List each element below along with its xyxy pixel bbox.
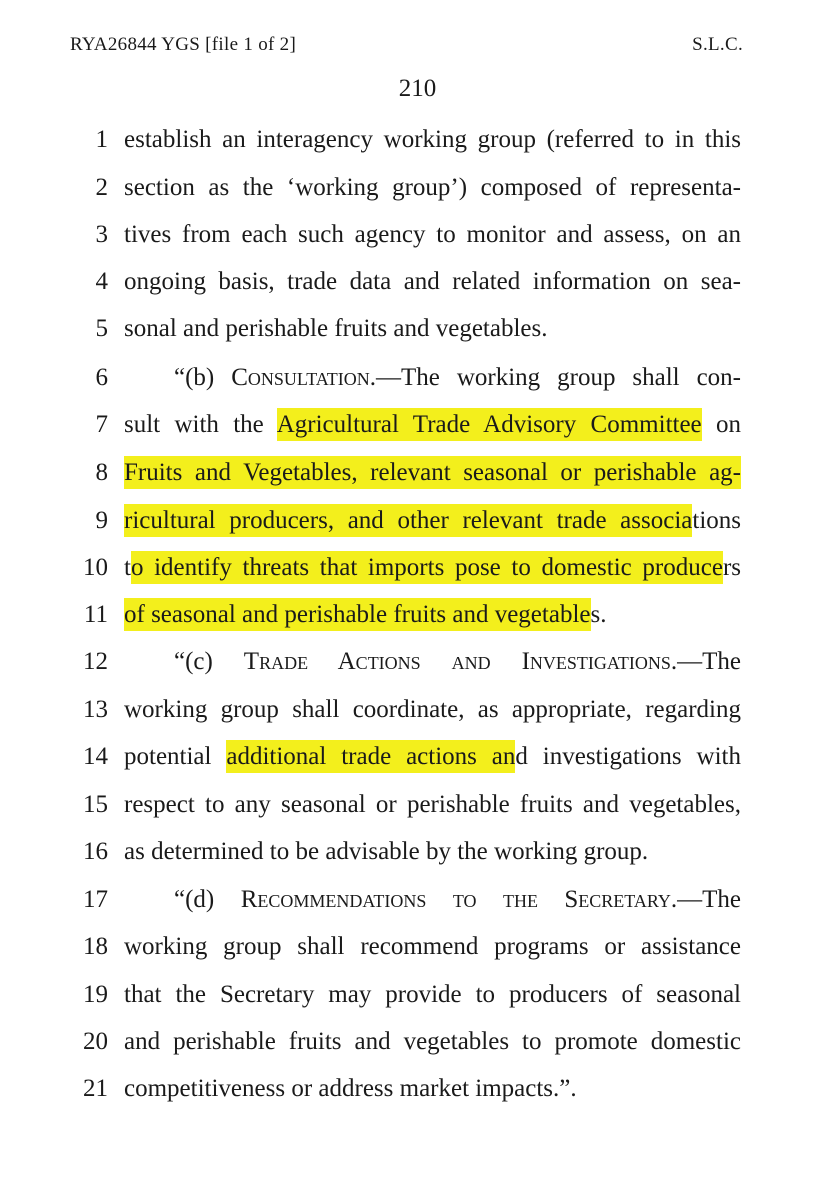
- subsection-heading: Recommendations to the Secretary: [240, 886, 671, 913]
- document-line: [0, 978, 835, 1012]
- highlighted-text: Agricultural Trade Advisory Committee: [277, 408, 702, 441]
- line-text: “(d) Recommendations to the Secretary.—The: [174, 886, 741, 913]
- document-line: [0, 504, 835, 538]
- line-number: 17: [83, 886, 108, 913]
- line-text: establish an interagency working group (referred to in this: [124, 126, 741, 153]
- document-line: [0, 123, 835, 157]
- page-number: 210: [398, 75, 437, 102]
- line-number: 18: [83, 933, 108, 960]
- line-text: potential additional trade actions and investigations with: [124, 740, 741, 774]
- line-number: 10: [83, 554, 108, 581]
- document-line: [0, 1072, 835, 1106]
- line-number: 19: [83, 981, 108, 1008]
- line-text: section as the ‘working group’) composed of representa-: [124, 174, 741, 201]
- document-line: [0, 361, 835, 395]
- document-line: [0, 598, 835, 632]
- highlighted-text: additional trade actions an: [226, 740, 515, 773]
- subsection-heading: Consultation: [231, 364, 370, 391]
- document-line: [0, 312, 835, 346]
- line-number: 20: [83, 1028, 108, 1055]
- line-number: 13: [83, 696, 108, 723]
- line-text: competitiveness or address market impacts.”.: [124, 1075, 577, 1102]
- document-line: [0, 408, 835, 442]
- subsection-heading: Trade Actions and Investigations: [243, 648, 671, 675]
- line-text: working group shall coordinate, as appropriate, regarding: [124, 696, 741, 723]
- line-text: sonal and perishable fruits and vegetables.: [124, 315, 548, 342]
- document-line: [0, 645, 835, 679]
- document-line: [0, 693, 835, 727]
- line-text: to identify threats that imports pose to domestic producers: [124, 551, 741, 585]
- line-text: [124, 456, 741, 490]
- highlighted-text: ricultural producers, and other relevant trade associa: [124, 504, 692, 537]
- line-text: ricultural producers, and other relevant trade associations: [124, 504, 741, 538]
- line-number: 1: [95, 126, 108, 153]
- document-line: [0, 788, 835, 822]
- line-number: 8: [95, 459, 108, 486]
- document-line: [0, 551, 835, 585]
- document-line: [0, 835, 835, 869]
- document-line: [0, 171, 835, 205]
- line-number: 15: [83, 791, 108, 818]
- line-number: 11: [83, 601, 108, 628]
- line-number: 12: [83, 648, 108, 675]
- line-number: 6: [95, 364, 108, 391]
- document-line: [0, 1025, 835, 1059]
- line-text: as determined to be advisable by the working group.: [124, 838, 649, 865]
- line-text: sult with the Agricultural Trade Advisory Committee on: [124, 408, 741, 442]
- document-id: RYA26844 YGS [file 1 of 2]: [70, 34, 297, 55]
- line-number: 2: [95, 174, 108, 201]
- document-line: [0, 218, 835, 252]
- highlighted-text: of seasonal and perishable fruits and vegetable: [124, 598, 591, 631]
- line-number: 5: [95, 315, 108, 342]
- highlighted-text: Fruits and Vegetables, relevant seasonal or perishable ag-: [124, 456, 741, 489]
- line-text: “(c) Trade Actions and Investigations.—The: [174, 648, 742, 675]
- highlighted-text: o identify threats that imports pose to domestic produce: [131, 551, 723, 584]
- line-text: respect to any seasonal or perishable fruits and vegetables,: [124, 791, 741, 818]
- slc-marker: S.L.C.: [692, 34, 743, 55]
- document-line: [0, 265, 835, 299]
- line-number: 4: [95, 268, 108, 295]
- document-line: [0, 740, 835, 774]
- line-text: of seasonal and perishable fruits and vegetables.: [124, 598, 741, 632]
- line-text: and perishable fruits and vegetables to promote domestic: [124, 1028, 741, 1055]
- line-text: “(b) Consultation.—The working group shall con-: [174, 364, 741, 391]
- line-number: 9: [95, 507, 108, 534]
- line-number: 14: [83, 743, 108, 770]
- line-text: ongoing basis, trade data and related information on sea-: [124, 268, 741, 295]
- line-text: working group shall recommend programs or assistance: [124, 933, 741, 960]
- line-text: that the Secretary may provide to producers of seasonal: [124, 981, 741, 1008]
- line-number: 7: [95, 411, 108, 438]
- line-number: 16: [83, 838, 108, 865]
- document-line: [0, 930, 835, 964]
- line-text: tives from each such agency to monitor and assess, on an: [124, 221, 741, 248]
- document-line: [0, 456, 835, 490]
- line-number: 21: [83, 1075, 108, 1102]
- document-line: [0, 883, 835, 917]
- line-number: 3: [95, 221, 108, 248]
